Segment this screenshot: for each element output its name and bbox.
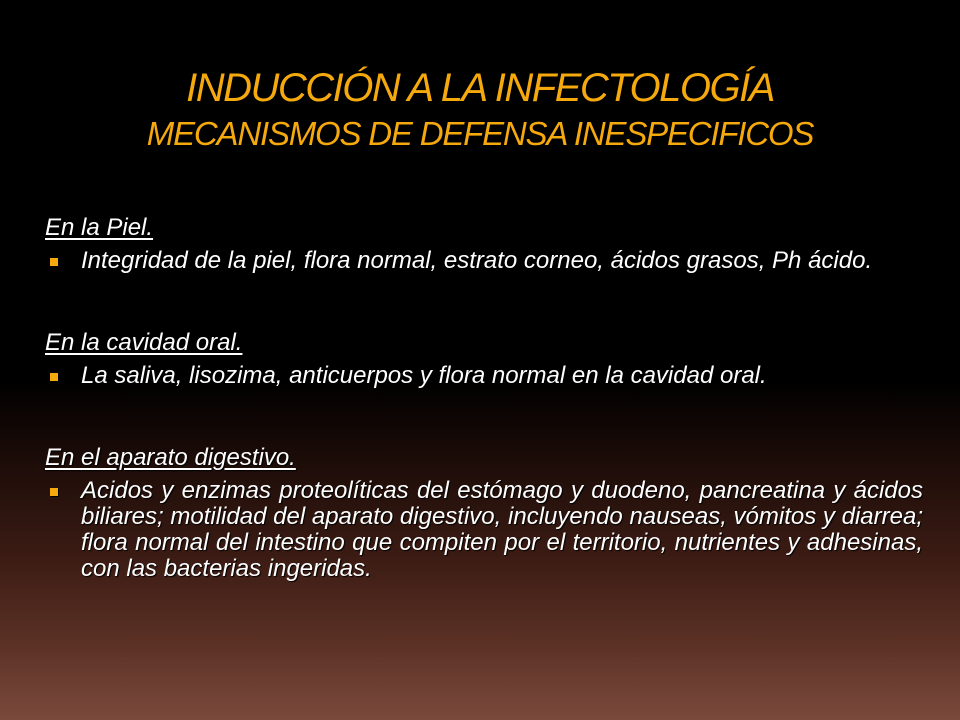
slide-title [0, 64, 960, 154]
bullet-item-digestive-tract [45, 478, 923, 582]
bullet-item-oral-cavity [45, 363, 923, 389]
slide-body [45, 215, 923, 582]
slide-title-line-1: INDUCCIÓN A LA INFECTOLOGÍA [186, 66, 774, 110]
spacer [45, 389, 923, 445]
section-oral-cavity [45, 330, 923, 389]
section-heading-skin: En la Piel. [45, 214, 154, 241]
square-bullet-icon [50, 258, 58, 266]
slide-subtitle: MECANISMOS DE DEFENSA INESPECIFICOS [146, 115, 814, 152]
bullet-text-oral-cavity: La saliva, lisozima, anticuerpos y flora normal en la cavidad oral. [81, 362, 767, 389]
spacer [45, 274, 923, 330]
square-bullet-icon [50, 373, 58, 381]
section-heading-oral-cavity: En la cavidad oral. [45, 329, 243, 356]
section-skin [45, 215, 923, 274]
bullet-item-skin [45, 248, 923, 274]
section-heading-digestive-tract: En el aparato digestivo. [45, 444, 296, 471]
square-bullet-icon [50, 488, 58, 496]
section-digestive-tract [45, 445, 923, 582]
bullet-text-skin: Integridad de la piel, flora normal, estrato corneo, ácidos grasos, Ph ácido. [81, 247, 873, 274]
bullet-text-digestive-tract: Acidos y enzimas proteolíticas del estómago y duodeno, pancreatina y ácidos biliares; motilidad del aparato digestivo, incluyendo nauseas, vómitos y diarrea; flora normal del intestino que compiten por el territorio, nutrientes y adhesinas, con las bacterias ingeridas. [81, 477, 923, 582]
